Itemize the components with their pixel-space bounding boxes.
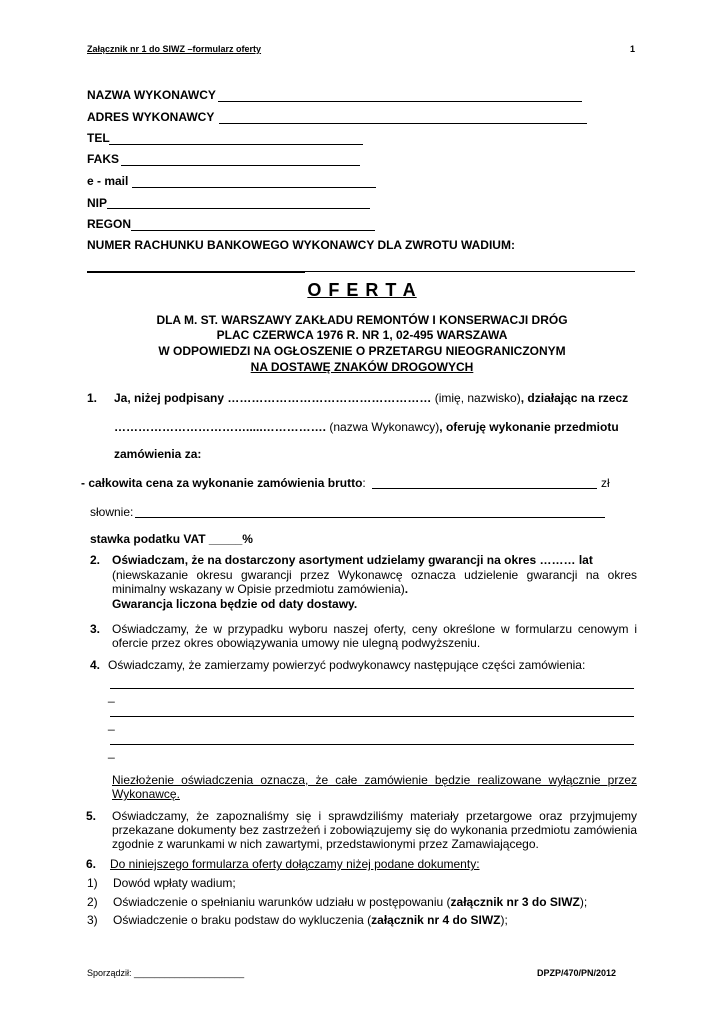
total-price-field[interactable]	[372, 488, 597, 489]
item-1-number: 1.	[87, 391, 98, 405]
prepared-by-label: Sporządził:	[87, 968, 132, 978]
doc-1-text: Dowód wpłaty wadium;	[113, 876, 236, 890]
offer-title: O F E R T A	[307, 280, 417, 300]
item-6-number: 6.	[86, 857, 97, 871]
subcontract-line-3[interactable]	[110, 744, 634, 745]
contractor-name-field[interactable]	[218, 101, 582, 102]
subcontract-dash-3: _	[108, 745, 115, 759]
item-6-text: Do niniejszego formularza oferty dołączamy niżej podane dokumenty:	[110, 857, 480, 871]
item-1-offer-text: , oferuję wykonanie przedmiotu	[439, 420, 619, 434]
item-5-text: Oświadczamy, że zapoznaliśmy się i sprawdziliśmy materiały przetargowe oraz przyjmujemy przekazane dokumenty bez zastrzeżeń i zobowiązujemy się do wykonania przedmiotu zamówienia zgodnie z warunkami w nich zawartymi, przedstawionymi przez Zamawiającego.	[112, 809, 637, 851]
subcontract-line-2[interactable]	[110, 716, 634, 717]
contractor-tel-field[interactable]	[109, 144, 363, 145]
total-price-label: - całkowita cena za wykonanie zamówienia brutto	[81, 476, 363, 490]
item-3-number: 3.	[90, 622, 101, 636]
total-price-colon: :	[362, 476, 366, 490]
contractor-fax-label: FAKS	[87, 152, 120, 166]
vat-rate-field[interactable]: _____	[208, 532, 243, 546]
doc-3-text	[113, 913, 508, 927]
contractor-tel-label: TEL	[87, 131, 110, 145]
item-1-company-dots[interactable]: …………………………….....…………….	[114, 420, 327, 434]
item-1-name-dots[interactable]: ……………………………………………	[227, 391, 432, 405]
contractor-address-label: ADRES WYKONAWCY	[87, 110, 215, 124]
contractor-nip-label: NIP	[87, 196, 108, 210]
item-1-acting-text: , działając na rzecz	[520, 391, 629, 405]
item-2-note	[112, 568, 637, 596]
subcontract-dash-1: _	[108, 689, 115, 703]
contractor-address-field[interactable]	[219, 123, 587, 124]
doc-1-number: 1)	[87, 876, 98, 890]
contractor-nip-field[interactable]	[107, 208, 370, 209]
addressee-line-3: W ODPOWIEDZI NA OGŁOSZENIE O PRZETARGU NIEOGRANICZONYM	[158, 344, 566, 358]
vat-row	[90, 532, 253, 546]
contractor-regon-field[interactable]	[131, 230, 375, 231]
item-1-line-1	[114, 391, 628, 405]
addressee-line-4: NA DOSTAWĘ ZNAKÓW DROGOWYCH	[250, 360, 474, 374]
subcontract-line-1[interactable]	[110, 688, 634, 689]
doc-2-text	[113, 895, 587, 909]
item-1-line-2	[114, 420, 619, 434]
item-1-name-hint: (imię, nazwisko)	[431, 391, 521, 405]
item-2-note-period: .	[404, 582, 409, 596]
doc-2-attachment-ref: załącznik nr 3 do SIWZ	[450, 895, 580, 909]
item-3-text: Oświadczamy, że w przypadku wyboru naszej oferty, ceny określone w formularzu cenowym i ofercie przez okres obowiązywania umowy nie ulegną podwyższeniu.	[112, 622, 637, 650]
item-1-intro: Ja, niżej podpisany	[114, 391, 225, 405]
doc-3-attachment-ref: załącznik nr 4 do SIWZ	[371, 913, 501, 927]
document-reference: DPZP/470/PN/2012	[537, 968, 617, 978]
addressee-line-1: DLA M. ST. WARSZAWY ZAKŁADU REMONTÓW I KONSERWACJI DRÓG	[156, 313, 568, 327]
prepared-by-row	[87, 968, 244, 978]
item-4-text: Oświadczamy, że zamierzamy powierzyć podwykonawcy następujące części zamówienia:	[108, 658, 586, 672]
item-4-number: 4.	[90, 658, 101, 672]
subcontract-dash-2: _	[108, 717, 115, 731]
page-number: 1	[630, 44, 636, 54]
doc-2-tail: );	[579, 895, 588, 909]
item-1-company-hint: (nazwa Wykonawcy)	[326, 420, 440, 434]
price-in-words-label: słownie:	[90, 505, 134, 519]
contractor-regon-label: REGON	[87, 217, 132, 231]
doc-2-number: 2)	[87, 895, 98, 909]
document-header-title: Załącznik nr 1 do SIWZ –formularz oferty	[87, 44, 262, 54]
item-2-note-text: (niewskazanie okresu gwarancji przez Wykonawcę oznacza udzielenie gwarancji na okres minimalny wskazany w Opisie przedmiotu zamówienia)	[112, 568, 637, 596]
bank-account-label: NUMER RACHUNKU BANKOWEGO WYKONAWCY DLA ZWROTU WADIUM:	[87, 238, 515, 252]
contractor-email-label: e - mail	[87, 174, 129, 188]
item-2-guarantee-start: Gwarancja liczona będzie od daty dostawy.	[112, 597, 358, 611]
doc-3-number: 3)	[87, 913, 98, 927]
item-1-line-3: zamówienia za:	[114, 447, 202, 461]
contractor-fax-field[interactable]	[121, 165, 360, 166]
currency-label: zł	[601, 476, 610, 490]
doc-3-tail: );	[500, 913, 508, 927]
item-2-number: 2.	[90, 553, 101, 567]
prepared-by-field[interactable]: ______________________	[134, 968, 245, 978]
item-5-number: 5.	[86, 809, 97, 823]
vat-percent-sign: %	[242, 532, 253, 546]
total-price-row	[81, 476, 366, 490]
vat-label: stawka podatku VAT	[90, 532, 206, 546]
contractor-name-label: NAZWA WYKONAWCY	[87, 88, 216, 102]
doc-3-text-main: Oświadczenie o braku podstaw do wykluczenia (	[113, 913, 372, 927]
price-in-words-field[interactable]	[135, 517, 605, 518]
bank-account-field-continuation[interactable]	[305, 271, 635, 272]
contractor-email-field[interactable]	[132, 187, 376, 188]
item-4-note: Niezłożenie oświadczenia oznacza, że całe zamówienie będzie realizowane wyłącznie przez Wykonawcę.	[112, 773, 637, 801]
doc-2-text-main: Oświadczenie o spełnianiu warunków udziału w postępowaniu (	[113, 895, 451, 909]
item-2-guarantee-text: Oświadczam, że na dostarczony asortyment udzielamy gwarancji na okres ……… lat	[112, 553, 593, 567]
bank-account-field[interactable]	[87, 271, 305, 273]
addressee-line-2: PLAC CZERWCA 1976 R. NR 1, 02-495 WARSZAWA	[216, 328, 508, 342]
